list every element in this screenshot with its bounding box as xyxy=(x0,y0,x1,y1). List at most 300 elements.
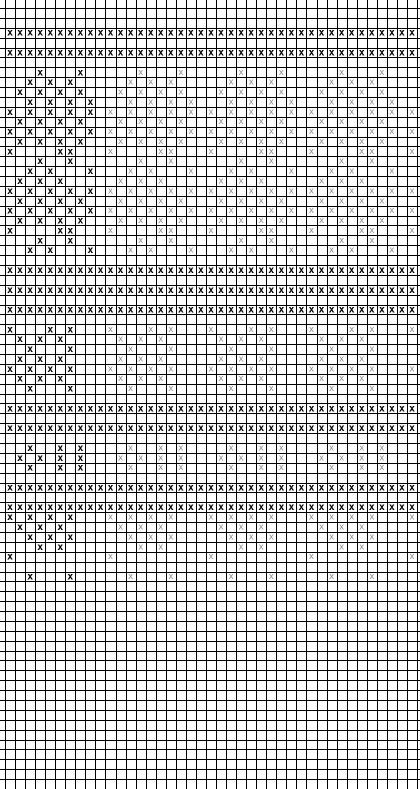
stitch-mark-repeat: x xyxy=(127,384,134,395)
stitch-mark: x xyxy=(137,502,144,514)
stitch-mark-repeat: x xyxy=(338,542,345,553)
stitch-mark-repeat: x xyxy=(359,443,365,454)
stitch-mark: x xyxy=(47,126,54,138)
stitch-mark: x xyxy=(318,482,325,494)
stitch-mark: x xyxy=(57,47,64,59)
stitch-mark: x xyxy=(268,304,275,316)
stitch-mark: x xyxy=(248,502,255,514)
stitch-mark-repeat: x xyxy=(409,324,415,335)
stitch-mark-repeat: x xyxy=(369,384,375,395)
stitch-mark-repeat: x xyxy=(117,136,124,147)
stitch-mark: x xyxy=(338,47,345,59)
stitch-mark: x xyxy=(308,304,315,316)
stitch-mark: x xyxy=(278,403,285,415)
stitch-mark: x xyxy=(37,502,44,514)
stitch-mark-repeat: x xyxy=(168,97,174,108)
stitch-mark: x xyxy=(348,27,355,39)
stitch-mark: x xyxy=(57,195,64,207)
stitch-mark: x xyxy=(238,284,245,296)
stitch-mark: x xyxy=(117,482,124,494)
stitch-mark-repeat: x xyxy=(188,127,194,138)
stitch-mark: x xyxy=(127,403,134,415)
stitch-mark: x xyxy=(338,264,345,276)
stitch-mark-repeat: x xyxy=(137,87,144,98)
stitch-mark: x xyxy=(157,482,164,494)
stitch-mark: x xyxy=(187,423,194,435)
stitch-mark-repeat: x xyxy=(238,156,244,167)
stitch-mark: x xyxy=(348,423,355,435)
stitch-mark-repeat: x xyxy=(379,136,385,147)
stitch-mark-repeat: x xyxy=(127,206,134,217)
stitch-mark: x xyxy=(47,47,54,59)
stitch-mark: x xyxy=(17,264,24,276)
stitch-mark-repeat: x xyxy=(127,97,134,108)
stitch-mark: x xyxy=(207,403,215,415)
stitch-mark: x xyxy=(27,245,34,257)
stitch-mark-repeat: x xyxy=(278,87,285,98)
stitch-mark: x xyxy=(167,27,174,39)
stitch-mark-repeat: x xyxy=(328,512,335,523)
stitch-mark: x xyxy=(207,27,215,39)
stitch-mark: x xyxy=(248,47,255,59)
stitch-mark: x xyxy=(338,284,345,296)
stitch-mark: x xyxy=(258,264,265,276)
stitch-mark-repeat: x xyxy=(117,334,124,345)
stitch-mark-repeat: x xyxy=(248,512,254,523)
stitch-mark-repeat: x xyxy=(228,443,234,454)
stitch-mark-repeat: x xyxy=(147,324,154,335)
stitch-mark: x xyxy=(228,284,235,296)
stitch-mark-repeat: x xyxy=(238,196,244,207)
stitch-mark: x xyxy=(167,403,174,415)
stitch-mark: x xyxy=(177,47,184,59)
stitch-mark-repeat: x xyxy=(107,552,114,563)
stitch-mark: x xyxy=(7,284,14,296)
stitch-mark: x xyxy=(117,403,124,415)
stitch-mark: x xyxy=(348,47,355,59)
stitch-mark-repeat: x xyxy=(328,77,335,88)
stitch-mark-repeat: x xyxy=(137,334,144,345)
stitch-mark: x xyxy=(197,403,204,415)
stitch-mark-repeat: x xyxy=(258,542,264,553)
stitch-mark-repeat: x xyxy=(127,364,134,375)
stitch-mark: x xyxy=(318,47,325,59)
stitch-mark-repeat: x xyxy=(208,146,214,157)
stitch-mark: x xyxy=(37,423,44,435)
stitch-mark: x xyxy=(107,304,114,316)
stitch-mark: x xyxy=(87,126,94,138)
stitch-mark: x xyxy=(117,304,124,316)
stitch-mark: x xyxy=(67,383,74,395)
stitch-mark-repeat: x xyxy=(268,97,275,108)
stitch-mark-repeat: x xyxy=(158,522,164,533)
stitch-mark: x xyxy=(137,27,144,39)
stitch-mark-repeat: x xyxy=(258,176,264,187)
stitch-mark: x xyxy=(147,423,154,435)
stitch-mark-repeat: x xyxy=(409,127,415,138)
stitch-mark: x xyxy=(107,264,114,276)
stitch-mark-repeat: x xyxy=(228,77,234,88)
stitch-mark-repeat: x xyxy=(389,127,395,138)
stitch-mark-repeat: x xyxy=(168,225,174,236)
stitch-mark: x xyxy=(57,423,64,435)
stitch-mark: x xyxy=(37,284,44,296)
stitch-mark-repeat: x xyxy=(278,196,285,207)
stitch-mark: x xyxy=(87,47,94,59)
stitch-mark: x xyxy=(248,482,255,494)
stitch-mark-repeat: x xyxy=(168,384,174,395)
stitch-mark-repeat: x xyxy=(348,512,355,523)
stitch-mark: x xyxy=(157,502,164,514)
stitch-mark: x xyxy=(137,304,144,316)
stitch-mark-repeat: x xyxy=(228,245,234,256)
stitch-mark-repeat: x xyxy=(238,136,244,147)
stitch-mark: x xyxy=(338,423,345,435)
stitch-mark: x xyxy=(338,502,345,514)
stitch-mark-repeat: x xyxy=(208,552,214,563)
stitch-mark: x xyxy=(77,264,84,276)
stitch-mark-repeat: x xyxy=(348,127,355,138)
stitch-mark: x xyxy=(268,47,275,59)
stitch-mark: x xyxy=(278,502,285,514)
stitch-mark: x xyxy=(157,304,164,316)
stitch-mark-repeat: x xyxy=(328,107,335,118)
stitch-mark-repeat: x xyxy=(168,235,174,246)
stitch-mark: x xyxy=(268,264,275,276)
stitch-mark: x xyxy=(187,304,194,316)
stitch-mark-repeat: x xyxy=(178,463,184,474)
stitch-mark-repeat: x xyxy=(107,127,114,138)
stitch-mark: x xyxy=(27,166,34,178)
stitch-mark: x xyxy=(17,176,24,188)
stitch-mark-repeat: x xyxy=(258,354,264,365)
stitch-mark-repeat: x xyxy=(228,206,234,217)
stitch-mark: x xyxy=(378,304,385,316)
stitch-mark: x xyxy=(157,423,164,435)
stitch-mark-repeat: x xyxy=(147,127,154,138)
stitch-mark-repeat: x xyxy=(379,443,385,454)
stitch-mark-repeat: x xyxy=(117,453,124,464)
stitch-mark: x xyxy=(388,284,395,296)
stitch-mark: x xyxy=(328,47,335,59)
stitch-mark: x xyxy=(77,304,84,316)
stitch-mark: x xyxy=(288,482,295,494)
stitch-mark-repeat: x xyxy=(168,156,174,167)
stitch-mark-repeat: x xyxy=(389,245,395,256)
stitch-mark: x xyxy=(67,106,74,118)
stitch-mark-repeat: x xyxy=(389,206,395,217)
stitch-mark: x xyxy=(408,304,415,316)
stitch-mark-repeat: x xyxy=(218,117,224,128)
stitch-mark: x xyxy=(7,551,14,563)
stitch-mark: x xyxy=(47,531,54,543)
stitch-mark: x xyxy=(107,502,114,514)
stitch-mark: x xyxy=(27,383,34,395)
stitch-mark: x xyxy=(67,403,74,415)
stitch-mark: x xyxy=(408,502,415,514)
stitch-mark: x xyxy=(57,353,64,365)
stitch-mark: x xyxy=(228,502,235,514)
stitch-mark-repeat: x xyxy=(158,136,164,147)
stitch-mark-repeat: x xyxy=(228,344,234,355)
stitch-mark: x xyxy=(77,27,84,39)
stitch-mark-repeat: x xyxy=(409,512,415,523)
stitch-mark-repeat: x xyxy=(338,453,345,464)
stitch-mark-repeat: x xyxy=(379,67,385,78)
stitch-mark: x xyxy=(238,423,245,435)
stitch-mark: x xyxy=(57,264,64,276)
stitch-mark-repeat: x xyxy=(228,107,234,118)
stitch-mark-repeat: x xyxy=(158,117,164,128)
stitch-mark: x xyxy=(238,502,245,514)
stitch-mark: x xyxy=(358,47,365,59)
stitch-mark: x xyxy=(258,304,265,316)
stitch-mark: x xyxy=(7,423,14,435)
stitch-mark: x xyxy=(7,403,14,415)
stitch-mark: x xyxy=(17,47,24,59)
stitch-mark: x xyxy=(258,502,265,514)
stitch-mark-repeat: x xyxy=(158,196,164,207)
stitch-mark: x xyxy=(67,126,74,138)
stitch-mark: x xyxy=(47,166,54,178)
stitch-mark: x xyxy=(207,304,215,316)
stitch-mark-repeat: x xyxy=(328,127,335,138)
stitch-mark: x xyxy=(77,47,84,59)
stitch-mark: x xyxy=(157,47,164,59)
stitch-mark: x xyxy=(47,106,54,118)
stitch-mark: x xyxy=(137,482,144,494)
stitch-mark: x xyxy=(137,423,144,435)
stitch-mark: x xyxy=(37,87,44,99)
stitch-mark: x xyxy=(57,225,64,237)
stitch-mark: x xyxy=(127,47,134,59)
stitch-mark: x xyxy=(7,512,14,524)
stitch-mark-repeat: x xyxy=(248,166,254,177)
stitch-mark-repeat: x xyxy=(107,186,114,197)
stitch-mark: x xyxy=(218,47,225,59)
stitch-mark-repeat: x xyxy=(248,532,254,543)
stitch-mark: x xyxy=(37,156,44,168)
stitch-mark-repeat: x xyxy=(409,364,415,375)
stitch-mark: x xyxy=(57,176,64,188)
stitch-mark: x xyxy=(57,442,64,454)
stitch-mark-repeat: x xyxy=(137,196,144,207)
stitch-mark: x xyxy=(378,403,385,415)
stitch-mark: x xyxy=(258,403,265,415)
stitch-mark: x xyxy=(308,264,315,276)
stitch-mark-repeat: x xyxy=(369,146,375,157)
stitch-mark-repeat: x xyxy=(308,364,315,375)
stitch-mark: x xyxy=(67,96,74,108)
stitch-mark-repeat: x xyxy=(158,87,164,98)
stitch-mark-repeat: x xyxy=(127,463,134,474)
stitch-mark: x xyxy=(67,77,74,89)
stitch-mark: x xyxy=(17,215,24,227)
stitch-mark-repeat: x xyxy=(318,522,325,533)
stitch-mark: x xyxy=(27,264,34,276)
stitch-mark-repeat: x xyxy=(409,107,415,118)
stitch-mark: x xyxy=(87,245,94,257)
stitch-mark-repeat: x xyxy=(158,354,164,365)
stitch-mark: x xyxy=(368,284,375,296)
stitch-mark: x xyxy=(67,482,74,494)
stitch-mark: x xyxy=(57,304,64,316)
stitch-mark-repeat: x xyxy=(359,176,365,187)
stitch-mark-repeat: x xyxy=(137,374,144,385)
stitch-mark-repeat: x xyxy=(208,512,214,523)
stitch-mark-repeat: x xyxy=(359,334,365,345)
stitch-mark: x xyxy=(87,27,94,39)
stitch-mark: x xyxy=(147,482,154,494)
stitch-mark-repeat: x xyxy=(369,97,375,108)
stitch-mark-repeat: x xyxy=(238,453,244,464)
stitch-mark: x xyxy=(57,403,64,415)
stitch-mark: x xyxy=(368,423,375,435)
stitch-mark-repeat: x xyxy=(238,176,244,187)
stitch-mark-repeat: x xyxy=(158,443,164,454)
stitch-mark: x xyxy=(107,403,114,415)
stitch-mark-repeat: x xyxy=(107,364,114,375)
stitch-mark-repeat: x xyxy=(168,324,174,335)
stitch-mark-repeat: x xyxy=(238,67,244,78)
stitch-mark-repeat: x xyxy=(137,176,144,187)
stitch-mark: x xyxy=(47,482,54,494)
stitch-mark: x xyxy=(107,47,114,59)
stitch-mark: x xyxy=(37,195,44,207)
stitch-mark: x xyxy=(298,304,305,316)
stitch-mark-repeat: x xyxy=(117,522,124,533)
stitch-mark-repeat: x xyxy=(107,512,114,523)
stitch-mark: x xyxy=(117,47,124,59)
stitch-mark-repeat: x xyxy=(359,146,365,157)
stitch-mark: x xyxy=(187,482,194,494)
stitch-mark-repeat: x xyxy=(117,176,124,187)
stitch-mark: x xyxy=(47,96,54,108)
stitch-mark-repeat: x xyxy=(158,463,164,474)
stitch-mark: x xyxy=(298,423,305,435)
stitch-mark: x xyxy=(207,423,215,435)
stitch-mark: x xyxy=(197,264,204,276)
stitch-mark: x xyxy=(258,482,265,494)
stitch-mark: x xyxy=(258,423,265,435)
stitch-mark: x xyxy=(268,284,275,296)
stitch-mark-repeat: x xyxy=(268,571,275,582)
stitch-mark: x xyxy=(218,423,225,435)
stitch-mark: x xyxy=(57,334,64,346)
stitch-mark: x xyxy=(288,502,295,514)
stitch-mark-repeat: x xyxy=(238,374,244,385)
stitch-mark: x xyxy=(67,284,74,296)
stitch-mark-repeat: x xyxy=(258,146,264,157)
stitch-mark: x xyxy=(288,284,295,296)
stitch-mark: x xyxy=(348,304,355,316)
stitch-mark-repeat: x xyxy=(338,216,345,227)
stitch-mark: x xyxy=(298,264,305,276)
stitch-mark: x xyxy=(7,106,14,118)
stitch-mark-repeat: x xyxy=(127,512,134,523)
stitch-mark-repeat: x xyxy=(208,206,214,217)
stitch-mark-repeat: x xyxy=(258,453,264,464)
stitch-mark: x xyxy=(37,522,44,534)
stitch-mark: x xyxy=(57,215,64,227)
stitch-mark: x xyxy=(87,304,94,316)
stitch-mark-repeat: x xyxy=(409,186,415,197)
stitch-mark-repeat: x xyxy=(338,374,345,385)
stitch-mark-repeat: x xyxy=(288,206,295,217)
stitch-mark: x xyxy=(47,77,54,89)
stitch-mark-repeat: x xyxy=(208,364,214,375)
stitch-mark-repeat: x xyxy=(268,344,275,355)
stitch-mark: x xyxy=(57,27,64,39)
stitch-mark: x xyxy=(127,264,134,276)
stitch-mark: x xyxy=(77,482,84,494)
stitch-mark-repeat: x xyxy=(127,127,134,138)
stitch-mark-repeat: x xyxy=(379,453,385,464)
stitch-mark-repeat: x xyxy=(348,166,355,177)
stitch-mark-repeat: x xyxy=(248,107,254,118)
stitch-mark-repeat: x xyxy=(369,571,375,582)
stitch-mark: x xyxy=(7,482,14,494)
stitch-mark: x xyxy=(7,185,14,197)
stitch-mark-repeat: x xyxy=(308,225,315,236)
stitch-mark-repeat: x xyxy=(218,176,224,187)
stitch-mark: x xyxy=(358,264,365,276)
stitch-mark: x xyxy=(137,47,144,59)
stitch-mark: x xyxy=(248,284,255,296)
stitch-mark: x xyxy=(288,47,295,59)
stitch-mark-repeat: x xyxy=(127,186,134,197)
stitch-mark: x xyxy=(218,403,225,415)
stitch-mark-repeat: x xyxy=(228,463,234,474)
stitch-mark: x xyxy=(57,373,64,385)
stitch-mark: x xyxy=(238,27,245,39)
stitch-mark: x xyxy=(117,502,124,514)
stitch-mark: x xyxy=(67,47,74,59)
stitch-mark: x xyxy=(408,403,415,415)
stitch-mark: x xyxy=(67,502,74,514)
stitch-mark: x xyxy=(37,136,44,148)
stitch-mark: x xyxy=(27,482,34,494)
stitch-mark: x xyxy=(17,116,24,128)
stitch-mark-repeat: x xyxy=(308,146,315,157)
stitch-mark-repeat: x xyxy=(238,334,244,345)
stitch-mark-repeat: x xyxy=(338,176,345,187)
stitch-mark: x xyxy=(288,403,295,415)
stitch-mark-repeat: x xyxy=(268,324,275,335)
stitch-mark-repeat: x xyxy=(137,522,144,533)
stitch-mark: x xyxy=(398,27,405,39)
stitch-mark: x xyxy=(57,87,64,99)
stitch-mark: x xyxy=(7,225,14,237)
stitch-mark: x xyxy=(17,334,24,346)
stitch-mark: x xyxy=(328,284,335,296)
stitch-mark: x xyxy=(388,482,395,494)
stitch-mark: x xyxy=(47,27,54,39)
stitch-mark-repeat: x xyxy=(147,97,154,108)
stitch-mark-repeat: x xyxy=(248,97,254,108)
stitch-mark-repeat: x xyxy=(328,166,335,177)
stitch-mark: x xyxy=(308,27,315,39)
stitch-mark-repeat: x xyxy=(268,156,275,167)
stitch-mark-repeat: x xyxy=(268,225,275,236)
stitch-mark-repeat: x xyxy=(137,67,144,78)
stitch-mark-repeat: x xyxy=(147,77,154,88)
stitch-mark-repeat: x xyxy=(359,216,365,227)
stitch-mark: x xyxy=(308,284,315,296)
stitch-mark: x xyxy=(97,27,104,39)
stitch-mark: x xyxy=(197,284,204,296)
stitch-mark-repeat: x xyxy=(379,87,385,98)
